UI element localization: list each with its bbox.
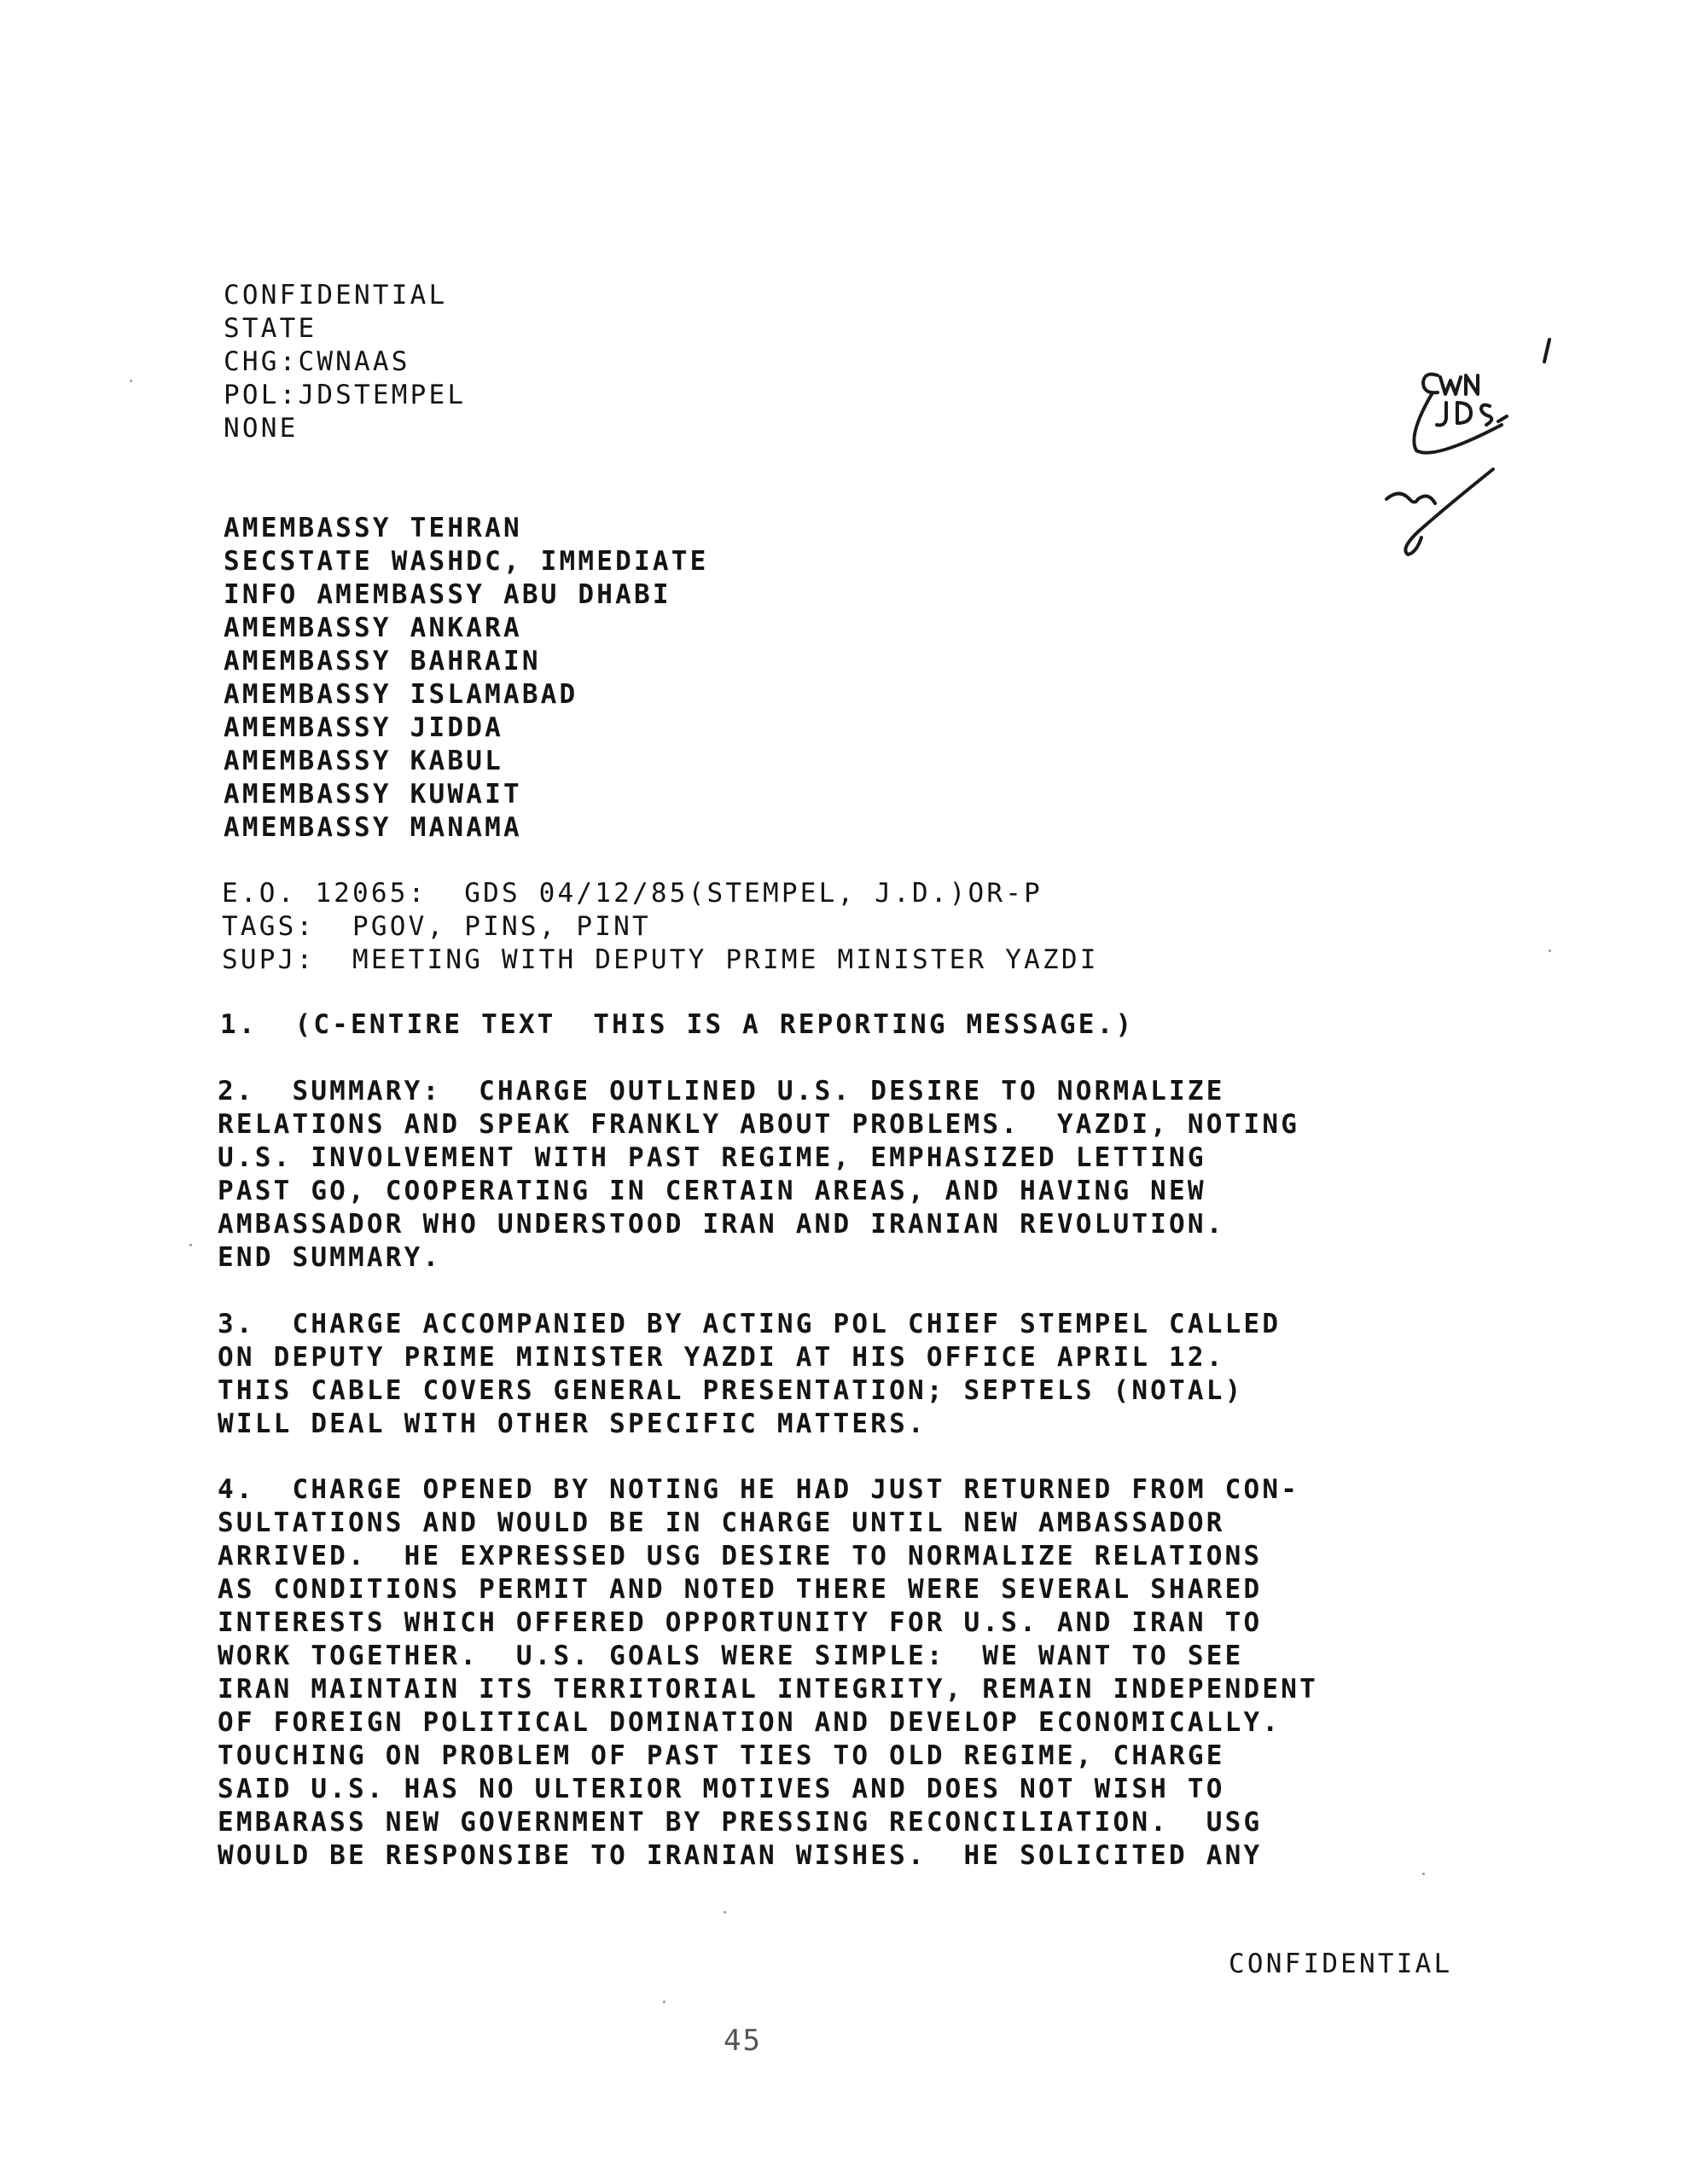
addressee-line: INFO AMEMBASSY ABU DHABI [224, 579, 671, 610]
paragraph-4-line: 4. CHARGE OPENED BY NOTING HE HAD JUST RETURNED FROM CON- [218, 1474, 1300, 1505]
header-origin: STATE [224, 313, 317, 344]
paragraph-4-line: IRAN MAINTAIN ITS TERRITORIAL INTEGRITY, REMAIN INDEPENDENT [218, 1674, 1318, 1705]
paragraph-4-line: ARRIVED. HE EXPRESSED USG DESIRE TO NORMALIZE RELATIONS [218, 1541, 1263, 1571]
header-pol: POL:JDSTEMPEL [224, 380, 467, 410]
tags-line: TAGS: PGOV, PINS, PINT [222, 911, 651, 942]
paragraph-4-line: WOULD BE RESPONSIBE TO IRANIAN WISHES. HE SOLICITED ANY [218, 1840, 1263, 1871]
paragraph-3-line: THIS CABLE COVERS GENERAL PRESENTATION; SEPTELS (NOTAL) [218, 1375, 1244, 1406]
paragraph-4-line: AS CONDITIONS PERMIT AND NOTED THERE WERE SEVERAL SHARED [218, 1574, 1263, 1605]
scan-speck [189, 1244, 192, 1246]
header-classification: CONFIDENTIAL [224, 280, 448, 311]
scan-speck [1422, 1873, 1425, 1875]
paragraph-2-line: RELATIONS AND SPEAK FRANKLY ABOUT PROBLEMS. YAZDI, NOTING [218, 1109, 1300, 1140]
scan-speck [130, 380, 132, 382]
subject-line: SUPJ: MEETING WITH DEPUTY PRIME MINISTER YAZDI [222, 944, 1099, 975]
addressee-line: SECSTATE WASHDC, IMMEDIATE [224, 546, 709, 577]
paragraph-3-line: 3. CHARGE ACCOMPANIED BY ACTING POL CHIEF STEMPEL CALLED [218, 1309, 1282, 1339]
paragraph-4-line: WORK TOGETHER. U.S. GOALS WERE SIMPLE: WE WANT TO SEE [218, 1641, 1244, 1671]
eo-line: E.O. 12065: GDS 04/12/85(STEMPEL, J.D.)OR-P [222, 878, 1043, 909]
addressee-line: AMEMBASSY TEHRAN [224, 513, 522, 543]
paragraph-2-line: U.S. INVOLVEMENT WITH PAST REGIME, EMPHASIZED LETTING [218, 1142, 1206, 1173]
footer-classification: CONFIDENTIAL [1229, 1949, 1453, 1979]
paragraph-3-line: ON DEPUTY PRIME MINISTER YAZDI AT HIS OFFICE APRIL 12. [218, 1342, 1225, 1373]
handwritten-initials-icon [1357, 324, 1561, 580]
paragraph-2-line: 2. SUMMARY: CHARGE OUTLINED U.S. DESIRE TO NORMALIZE [218, 1076, 1225, 1107]
scan-speck [724, 1911, 726, 1914]
header-chg: CHG:CWNAAS [224, 346, 410, 377]
paragraph-3-line: WILL DEAL WITH OTHER SPECIFIC MATTERS. [218, 1409, 927, 1439]
paragraph-4-line: EMBARASS NEW GOVERNMENT BY PRESSING RECONCILIATION. USG [218, 1807, 1263, 1838]
paragraph-2-line: PAST GO, COOPERATING IN CERTAIN AREAS, AND HAVING NEW [218, 1176, 1206, 1206]
scan-speck [1549, 950, 1551, 952]
paragraph-4-line: SULTATIONS AND WOULD BE IN CHARGE UNTIL NEW AMBASSADOR [218, 1507, 1225, 1538]
paragraph-2-line: END SUMMARY. [218, 1242, 442, 1273]
paragraph-4-line: OF FOREIGN POLITICAL DOMINATION AND DEVELOP ECONOMICALLY. [218, 1707, 1282, 1738]
paragraph-4-line: INTERESTS WHICH OFFERED OPPORTUNITY FOR U.S. AND IRAN TO [218, 1607, 1263, 1638]
addressee-line: AMEMBASSY ANKARA [224, 613, 522, 643]
paragraph-2-line: AMBASSADOR WHO UNDERSTOOD IRAN AND IRANIAN REVOLUTION. [218, 1209, 1225, 1240]
addressee-line: AMEMBASSY BAHRAIN [224, 646, 541, 677]
paragraph-1-line: 1. (C-ENTIRE TEXT THIS IS A REPORTING MESSAGE.) [220, 1009, 1135, 1040]
paragraph-4-line: TOUCHING ON PROBLEM OF PAST TIES TO OLD REGIME, CHARGE [218, 1740, 1225, 1771]
header-clearance: NONE [224, 413, 299, 444]
addressee-line: AMEMBASSY MANAMA [224, 812, 522, 843]
addressee-line: AMEMBASSY JIDDA [224, 712, 503, 743]
paragraph-4-line: SAID U.S. HAS NO ULTERIOR MOTIVES AND DOES NOT WISH TO [218, 1774, 1225, 1804]
scan-speck [663, 2001, 666, 2003]
page-number: 45 [724, 2024, 762, 2058]
addressee-line: AMEMBASSY ISLAMABAD [224, 679, 578, 710]
addressee-line: AMEMBASSY KABUL [224, 746, 503, 776]
addressee-line: AMEMBASSY KUWAIT [224, 779, 522, 810]
